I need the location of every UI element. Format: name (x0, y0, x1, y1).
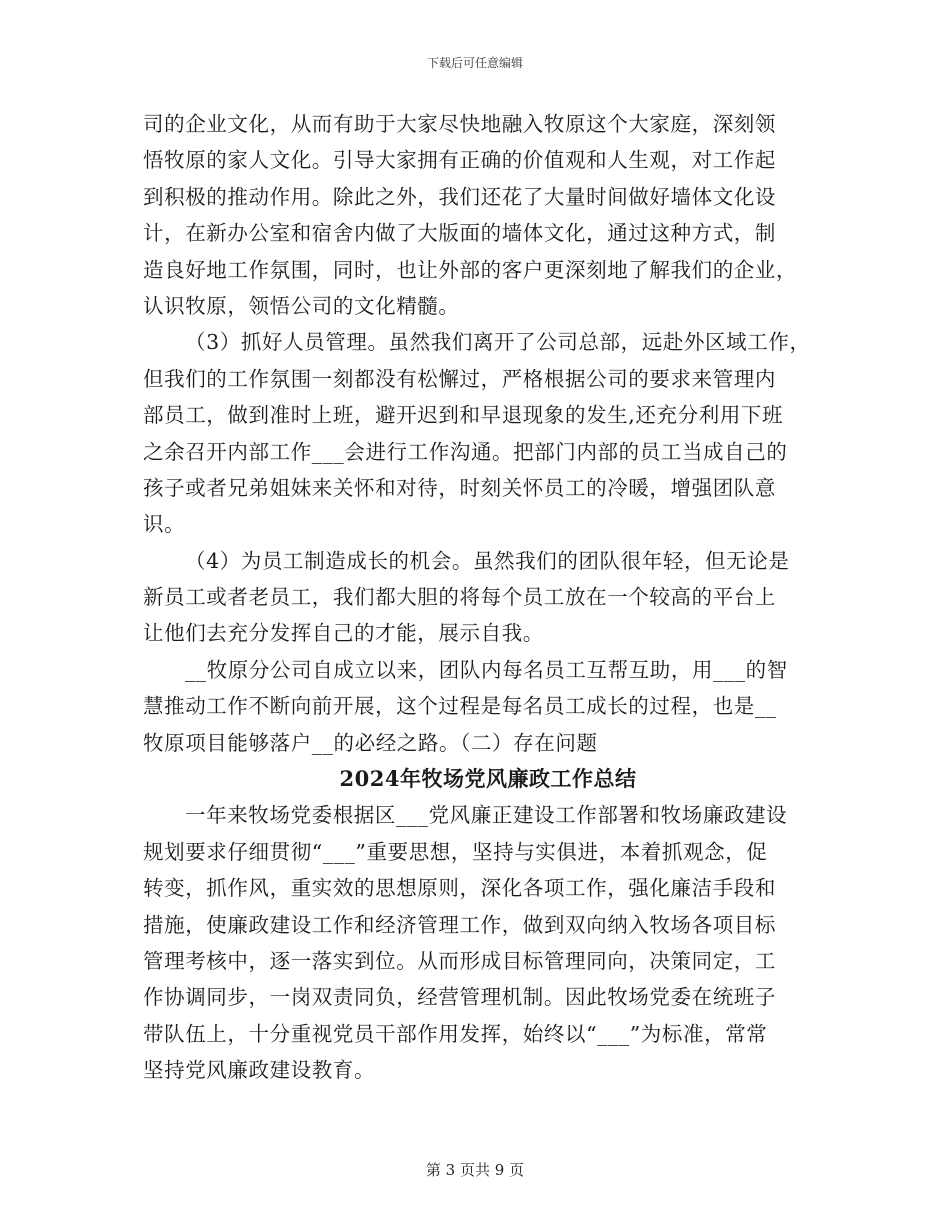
section-title: 2024年牧场党风廉政工作总结 (339, 766, 637, 792)
text-line: 一年来牧场党委根据区___党风廉正建设工作部署和牧场廉政建设 (185, 803, 788, 828)
text-line: 认识牧原，领悟公司的文化精髓。 (143, 293, 460, 318)
text-line: 规划要求仔细贯彻“___”重要思想，坚持与实俱进，本着抓观念，促 (143, 839, 768, 864)
text-line: 司的企业文化，从而有助于大家尽快地融入牧原这个大家庭，深刻领 (143, 112, 776, 136)
text-line: 转变，抓作风，重实效的思想原则，深化各项工作，强化廉洁手段和 (143, 876, 776, 901)
header-note: 下载后可任意编辑 (426, 56, 523, 70)
text-line: （3）抓好人员管理。虽然我们离开了公司总部，远赴外区域工作， (185, 330, 811, 355)
text-line: 到积极的推动作用。除此之外，我们还花了大量时间做好墙体文化设 (143, 184, 776, 209)
text-line: 部员工，做到准时上班，避开迟到和早退现象的发生,还充分利用下班 (143, 403, 784, 428)
text-line: 让他们去充分发挥自己的才能，展示自我。 (143, 621, 544, 646)
text-line: 悟牧原的家人文化。引导大家拥有正确的价值观和人生观，对工作起 (143, 148, 776, 173)
text-line: 识。 (143, 512, 186, 537)
text-line: __牧原分公司自成立以来，团队内每名员工互帮互助，用___的智 (185, 657, 788, 682)
text-line: 孩子或者兄弟姐妹来关怀和对待，时刻关怀员工的冷暖，增强团队意 (143, 475, 776, 500)
text-line: 措施，使廉政建设工作和经济管理工作，做到双向纳入牧场各项目标 (143, 912, 776, 937)
text-line: 造良好地工作氛围，同时，也让外部的客户更深刻地了解我们的企业， (143, 257, 798, 282)
text-line: 新员工或者老员工，我们都大胆的将每个员工放在一个较高的平台上 (143, 585, 776, 610)
text-line: 作协调同步，一岗双责同负，经营管理机制。因此牧场党委在统班子 (143, 985, 776, 1010)
text-line: 之余召开内部工作___会进行工作沟通。把部门内部的员工当成自己的 (143, 439, 788, 464)
text-line: 慧推动工作不断向前开展，这个过程是每名员工成长的过程，也是__ (143, 694, 777, 719)
text-line: 坚持党风廉政建设教育。 (143, 1058, 376, 1083)
text-line: 计，在新办公室和宿舍内做了大版面的墙体文化，通过这种方式，制 (143, 221, 776, 246)
document-body (143, 106, 813, 1089)
text-line: 牧原项目能够落户__的必经之路。（二）存在问题 (143, 730, 598, 755)
text-line: 带队伍上，十分重视党员干部作用发挥，始终以“___”为标准，常常 (143, 1021, 768, 1046)
page-number: 第 3 页共 9 页 (425, 1161, 525, 1179)
text-line: （4）为员工制造成长的机会。虽然我们的团队很年轻，但无论是 (185, 548, 790, 573)
text-line: 但我们的工作氛围一刻都没有松懈过，严格根据公司的要求来管理内 (143, 366, 776, 391)
text-line: 管理考核中，逐一落实到位。从而形成目标管理同向，决策同定，工 (143, 948, 776, 973)
